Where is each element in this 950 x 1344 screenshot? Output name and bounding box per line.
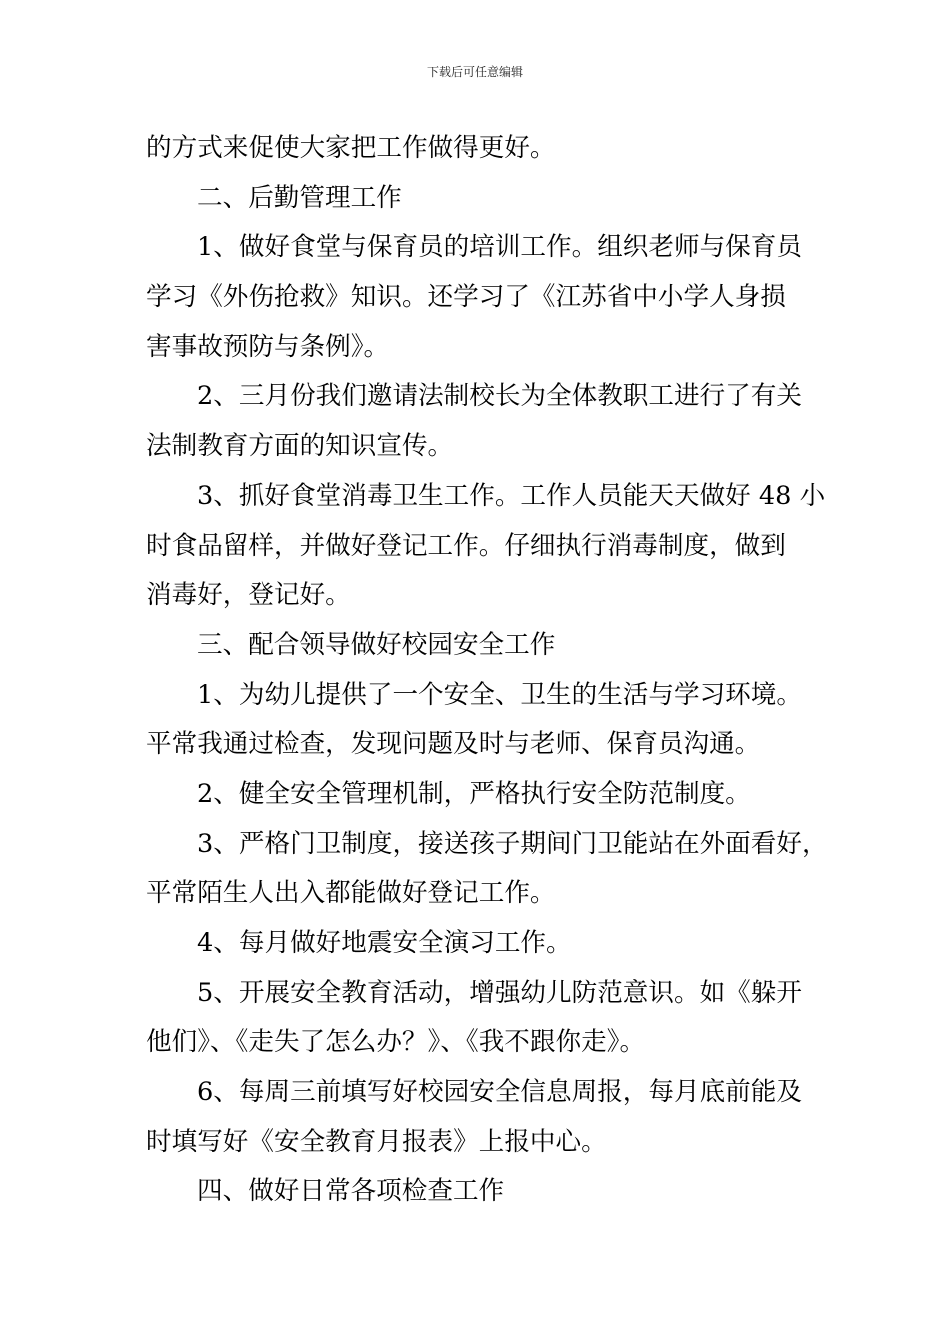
paragraph-line: 害事故预防与条例》。 <box>146 331 390 362</box>
paragraph-line: 学习《外伤抢救》知识。还学习了《江苏省中小学人身损 <box>146 282 786 313</box>
paragraph-line: 2、三月份我们邀请法制校长为全体教职工进行了有关 <box>197 381 802 412</box>
paragraph-line: 消毒好，登记好。 <box>146 580 351 611</box>
paragraph-line: 的方式来促使大家把工作做得更好。 <box>146 133 556 163</box>
paragraph-line: 平常陌生人出入都能做好登记工作。 <box>146 878 556 909</box>
section-heading: 二、后勤管理工作 <box>197 182 402 213</box>
paragraph-line: 他们》、《走失了怎么办？》、《我不跟你走》。 <box>146 1027 646 1058</box>
paragraph-line: 6、每周三前填写好校园安全信息周报，每月底前能及 <box>197 1077 802 1108</box>
paragraph-line: 平常我通过检查，发现问题及时与老师、保育员沟通。 <box>146 729 761 760</box>
paragraph-line: 4、每月做好地震安全演习工作。 <box>197 928 572 958</box>
document-body <box>146 124 828 1217</box>
paragraph-line: 5、开展安全教育活动，增强幼儿防范意识。如《躲开 <box>197 977 802 1008</box>
page-header: 下载后可任意编辑 <box>426 65 523 79</box>
section-heading: 四、做好日常各项检查工作 <box>197 1176 505 1207</box>
paragraph-line: 3、严格门卫制度，接送孩子期间门卫能站在外面看好， <box>197 828 828 859</box>
section-heading: 三、配合领导做好校园安全工作 <box>197 629 556 660</box>
paragraph-line: 1、为幼儿提供了一个安全、卫生的生活与学习环境。 <box>197 679 802 710</box>
paragraph-line: 时食品留样，并做好登记工作。仔细执行消毒制度，做到 <box>146 530 786 561</box>
paragraph-line: 3、抓好食堂消毒卫生工作。工作人员能天天做好 48 小 <box>197 480 826 511</box>
paragraph-line: 2、健全安全管理机制，严格执行安全防范制度。 <box>197 778 751 809</box>
paragraph-line: 1、做好食堂与保育员的培训工作。组织老师与保育员 <box>197 232 802 263</box>
paragraph-line: 时填写好《安全教育月报表》上报中心。 <box>146 1126 607 1157</box>
paragraph-line: 法制教育方面的知识宣传。 <box>146 431 454 462</box>
